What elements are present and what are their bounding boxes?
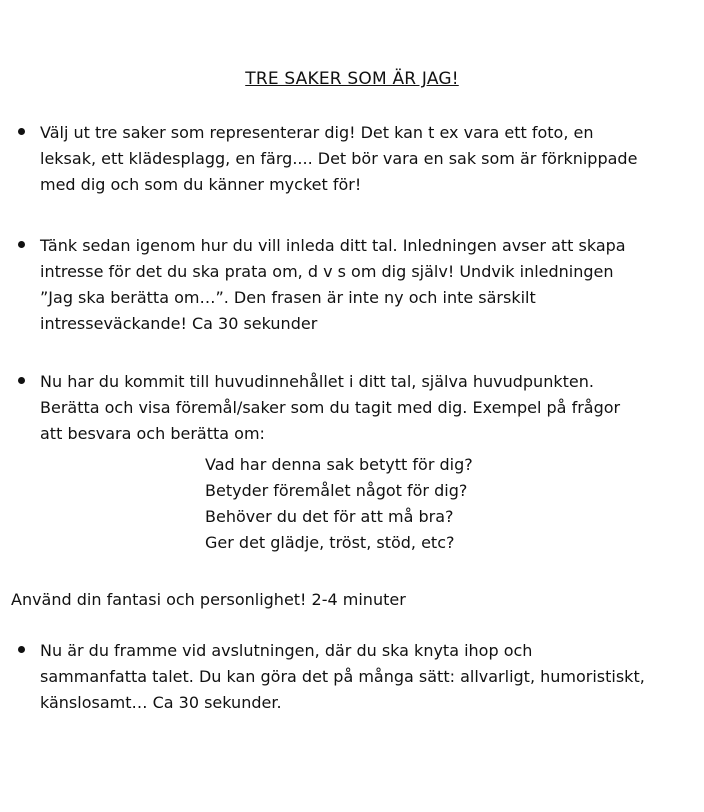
question-item: Vad har denna sak betytt för dig? [205,455,473,474]
question-item: Behöver du det för att må bra? [205,507,454,526]
bullet-text [40,120,690,198]
text-line: intresseväckande! Ca 30 sekunder [40,314,318,333]
text-line: känslosamt… Ca 30 sekunder. [40,693,282,712]
question-item: Betyder föremålet något för dig? [205,481,468,500]
fantasy-note: Använd din fantasi och personlighet! 2-4 minuter [11,590,406,609]
text-line: med dig och som du känner mycket för! [40,175,362,194]
text-line: sammanfatta talet. Du kan göra det på många sätt: allvarligt, humoristiskt, [40,667,645,686]
bullet-text [40,233,690,337]
bullet-text [40,369,690,447]
bullet-dot-icon [18,646,25,653]
text-line: Tänk sedan igenom hur du vill inleda ditt tal. Inledningen avser att skapa [40,236,626,255]
bullet-dot-icon [18,241,25,248]
text-line: leksak, ett klädesplagg, en färg.... Det bör vara en sak som är förknippade [40,149,638,168]
bullet-text [40,638,690,716]
text-line: att besvara och berätta om: [40,424,265,443]
text-line: Välj ut tre saker som representerar dig! Det kan t ex vara ett foto, en [40,123,594,142]
question-list [205,451,473,555]
bullet-dot-icon [18,377,25,384]
text-line: Berätta och visa föremål/saker som du tagit med dig. Exempel på frågor [40,398,621,417]
text-line: ”Jag ska berätta om…”. Den frasen är inte ny och inte särskilt [40,288,536,307]
text-line: Nu är du framme vid avslutningen, där du ska knyta ihop och [40,641,533,660]
text-line: Nu har du kommit till huvudinnehållet i ditt tal, själva huvudpunkten. [40,372,594,391]
bullet-dot-icon [18,128,25,135]
question-item: Ger det glädje, tröst, stöd, etc? [205,533,455,552]
text-line: intresse för det du ska prata om, d v s om dig själv! Undvik inledningen [40,262,614,281]
page-title: TRE SAKER SOM ÄR JAG! [245,69,459,89]
